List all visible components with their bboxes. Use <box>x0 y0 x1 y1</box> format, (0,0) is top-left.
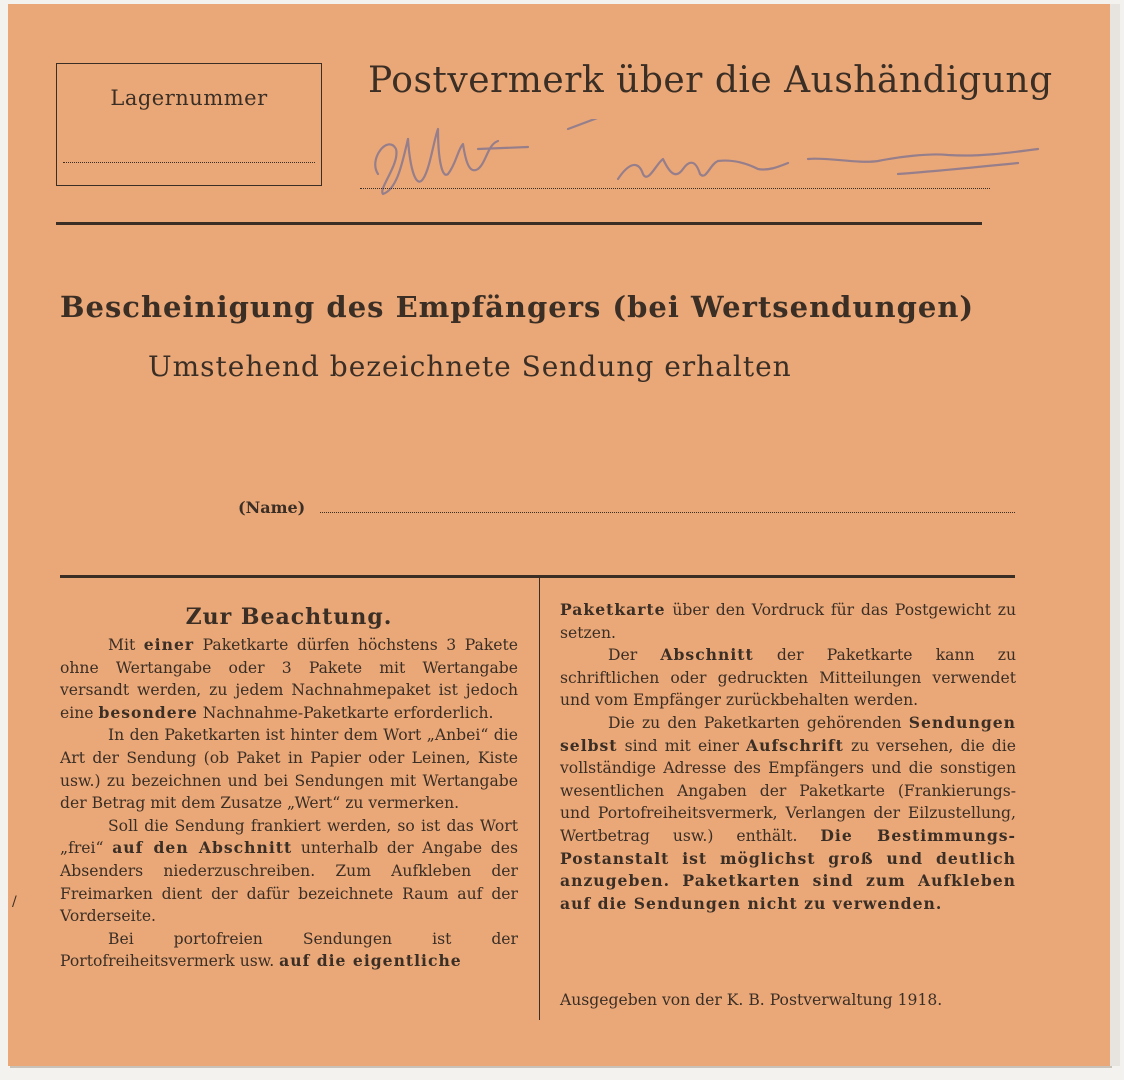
name-dotted-line <box>320 512 1015 513</box>
recipient-certificate-title: Bescheinigung des Empfängers (bei Wertsendungen) <box>60 290 975 324</box>
notice-paragraph-2: In den Paketkarten ist hinter dem Wort „Anbei“ die Art der Sendung (ob Paket in Papier oder Leinen, Kiste usw.) zu bezeichnen und bei Sendungen mit Wertangabe der Betrag mit dem Zusatze „Wert“ zu vermerken. <box>60 726 518 813</box>
notice-left-column <box>60 634 518 973</box>
parcel-card-back <box>8 4 1110 1066</box>
column-divider <box>539 578 540 1020</box>
text-run: der Paketkarte kann zu schriftlichen oder gedruckten Mitteilungen verwendet und vom Empfänger zurückbehalten werden. <box>560 646 1016 710</box>
notice-paragraph-3 <box>60 815 518 928</box>
text-run: über den Vordruck für das Postgewicht zu setzen. <box>560 601 1016 642</box>
text-run: unterhalb der Angabe des Absenders niederzuschreiben. Zum Aufkleben der Freimarken dient der dafür bezeichnete Raum auf der Vorderseite. <box>60 839 518 926</box>
notice-paragraph-4 <box>60 928 518 973</box>
text-run: sind mit einer <box>617 736 747 755</box>
delivery-note-dotted-line <box>360 188 990 189</box>
top-divider-rule <box>56 222 982 225</box>
text-run: Nachnahme-Paketkarte erforderlich. <box>197 703 494 722</box>
emphasis-run: Aufschrift <box>746 735 844 755</box>
text-run: Der <box>608 646 661 665</box>
middle-divider-rule <box>60 575 1015 578</box>
name-label: (Name) <box>238 498 306 517</box>
text-run: Mit <box>108 636 144 654</box>
notice-paragraph-6 <box>560 644 1016 712</box>
emphasis-run: Sendungen selbst <box>560 712 1016 755</box>
storage-number-dotted-line <box>63 162 315 163</box>
text-run: Soll die Sendung frankiert werden, so ist das Wort „frei“ <box>60 816 518 858</box>
notice-paragraph-7 <box>560 712 1016 915</box>
issuer-line: Ausgegeben von der K. B. Postverwaltung 1918. <box>560 991 943 1009</box>
emphasis-run: Die Bestimmungs-Postanstalt ist möglichst groß und deutlich anzugeben. Paketkarten sind zum Aufkleben auf die Sendungen nicht zu verwenden. <box>560 825 1016 913</box>
emphasis-run: besondere <box>98 702 198 722</box>
emphasis-run: auf die eigentliche <box>279 951 462 971</box>
handwritten-signature <box>338 119 1058 209</box>
text-run: Paketkarte dürfen höchstens 3 Pakete ohne Wertangabe oder 3 Pakete mit Wertangabe versandt werden, zu jedem Nachnahmepaket ist jedoch eine <box>60 636 518 722</box>
text-run: Bei portofreien Sendungen ist der Portofreiheitsvermerk usw. <box>60 929 518 971</box>
text-run: zu versehen, die die vollständige Adresse des Empfängers und die sonstigen wesentlichen Angaben der Paketkarte (Frankierungs- und Portofreiheitsvermerk, Verlangen der Eilzustellung, Wertbetrag usw.) enthält. <box>560 736 1016 845</box>
storage-number-box <box>56 63 322 186</box>
delivery-note-title: Postvermerk über die Aushändigung <box>368 60 1053 101</box>
notice-right-column <box>560 599 1016 915</box>
emphasis-run: auf den Abschnitt <box>112 838 293 858</box>
emphasis-run: einer <box>143 635 195 654</box>
storage-number-label: Lagernummer <box>110 86 268 110</box>
notice-paragraph-1 <box>60 634 518 724</box>
margin-mark: / <box>12 894 17 910</box>
notice-heading: Zur Beachtung. <box>185 604 393 630</box>
recipient-certificate-subtitle: Umstehend bezeichnete Sendung erhalten <box>148 350 792 383</box>
notice-paragraph-5 <box>560 599 1016 644</box>
text-run: Die zu den Paketkarten gehörenden <box>608 713 909 732</box>
emphasis-run: Paketkarte <box>560 600 666 619</box>
emphasis-run: Abschnitt <box>660 645 754 665</box>
